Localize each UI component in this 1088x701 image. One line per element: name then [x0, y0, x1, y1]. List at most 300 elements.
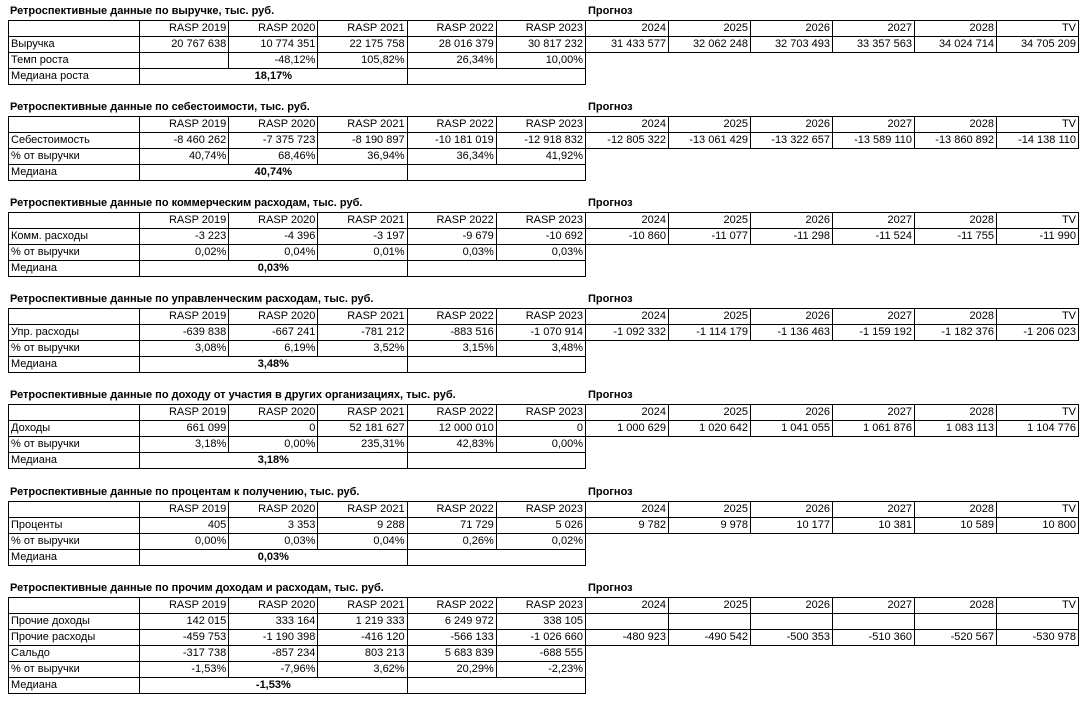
forecast-value-cell[interactable]: 10 589 — [915, 518, 997, 534]
value-cell[interactable]: 0,00% — [496, 437, 585, 453]
value-cell[interactable]: 0,04% — [229, 245, 318, 261]
row-label-cell[interactable]: % от выручки — [9, 245, 140, 261]
value-cell[interactable]: 0,03% — [229, 534, 318, 550]
historical-table — [8, 116, 586, 181]
header-cell-empty[interactable] — [9, 502, 140, 518]
row-label-cell[interactable]: Проценты — [9, 518, 140, 534]
header-cell[interactable]: RASP 2023 — [496, 309, 585, 325]
forecast-header-cell[interactable]: 2024 — [586, 405, 669, 421]
forecast-value-cell[interactable]: 34 024 714 — [915, 37, 997, 53]
forecast-row — [586, 325, 1079, 341]
forecast-header-cell[interactable]: 2028 — [915, 598, 997, 614]
forecast-header-cell[interactable]: TV — [997, 213, 1079, 229]
median-value-cell[interactable]: 3,48% — [140, 357, 408, 373]
value-cell[interactable]: 3,15% — [407, 341, 496, 357]
table-row — [9, 229, 586, 245]
value-cell[interactable]: -12 918 832 — [496, 133, 585, 149]
row-label-cell[interactable]: Доходы — [9, 421, 140, 437]
value-cell[interactable]: 30 817 232 — [496, 37, 585, 53]
forecast-value-cell[interactable]: -490 542 — [669, 630, 751, 646]
median-row — [9, 261, 586, 277]
value-cell[interactable]: 0,00% — [229, 437, 318, 453]
value-cell[interactable]: 0,03% — [496, 245, 585, 261]
forecast-header-cell[interactable]: 2028 — [915, 502, 997, 518]
forecast-value-cell[interactable]: 9 782 — [586, 518, 669, 534]
forecast-value-cell[interactable]: -13 860 892 — [915, 133, 997, 149]
forecast-header-cell[interactable]: 2024 — [586, 598, 669, 614]
header-cell[interactable]: RASP 2022 — [407, 213, 496, 229]
value-cell[interactable]: 40,74% — [140, 149, 229, 165]
median-label-cell[interactable]: Медиана роста — [9, 69, 140, 85]
forecast-table — [585, 308, 1079, 341]
header-cell[interactable]: RASP 2022 — [407, 117, 496, 133]
forecast-header-cell[interactable]: 2026 — [751, 309, 833, 325]
header-cell[interactable]: RASP 2022 — [407, 502, 496, 518]
forecast-value-cell[interactable]: -1 159 192 — [833, 325, 915, 341]
header-cell[interactable]: RASP 2021 — [318, 213, 407, 229]
forecast-value-cell[interactable]: -11 755 — [915, 229, 997, 245]
forecast-header-cell[interactable]: 2027 — [833, 117, 915, 133]
value-cell[interactable]: 36,34% — [407, 149, 496, 165]
empty-cell[interactable] — [407, 357, 585, 373]
row-label-cell[interactable]: Темп роста — [9, 53, 140, 69]
forecast-row — [586, 518, 1079, 534]
value-cell[interactable]: -8 190 897 — [318, 133, 407, 149]
forecast-header-cell[interactable]: 2024 — [586, 502, 669, 518]
header-cell-empty[interactable] — [9, 405, 140, 421]
value-cell[interactable]: 5 683 839 — [407, 646, 496, 662]
header-cell[interactable]: RASP 2023 — [496, 213, 585, 229]
forecast-value-cell[interactable]: 33 357 563 — [833, 37, 915, 53]
header-cell[interactable]: RASP 2019 — [140, 213, 229, 229]
median-row — [9, 69, 586, 85]
table-row — [9, 325, 586, 341]
value-cell[interactable]: 41,92% — [496, 149, 585, 165]
empty-cell[interactable] — [407, 261, 585, 277]
value-cell[interactable]: 10 774 351 — [229, 37, 318, 53]
forecast-header-cell[interactable]: TV — [997, 405, 1079, 421]
forecast-title: Прогноз — [588, 582, 633, 594]
header-cell[interactable]: RASP 2021 — [318, 598, 407, 614]
table-row — [9, 534, 586, 550]
forecast-value-cell[interactable]: 31 433 577 — [586, 37, 669, 53]
header-cell[interactable]: RASP 2019 — [140, 309, 229, 325]
section-title: Ретроспективные данные по управленческим расходам, тыс. руб. — [10, 293, 374, 305]
forecast-value-cell[interactable] — [997, 614, 1079, 630]
forecast-header-cell[interactable]: 2027 — [833, 21, 915, 37]
forecast-value-cell[interactable]: 1 083 113 — [915, 421, 997, 437]
value-cell[interactable]: -10 181 019 — [407, 133, 496, 149]
value-cell[interactable]: -1 026 660 — [496, 630, 585, 646]
value-cell[interactable]: 142 015 — [140, 614, 229, 630]
forecast-value-cell[interactable]: 1 020 642 — [669, 421, 751, 437]
value-cell[interactable]: 405 — [140, 518, 229, 534]
table-row — [9, 518, 586, 534]
table-row — [9, 341, 586, 357]
row-label-cell[interactable]: % от выручки — [9, 437, 140, 453]
historical-table — [8, 597, 586, 694]
header-cell[interactable]: RASP 2021 — [318, 309, 407, 325]
value-cell[interactable]: 6,19% — [229, 341, 318, 357]
table-row — [9, 53, 586, 69]
median-row — [9, 165, 586, 181]
header-cell-empty[interactable] — [9, 213, 140, 229]
value-cell[interactable]: 3,52% — [318, 341, 407, 357]
forecast-value-cell[interactable]: -14 138 110 — [997, 133, 1079, 149]
value-cell[interactable]: 42,83% — [407, 437, 496, 453]
value-cell[interactable]: 5 026 — [496, 518, 585, 534]
forecast-header-cell[interactable]: TV — [997, 502, 1079, 518]
forecast-value-cell[interactable]: 10 800 — [997, 518, 1079, 534]
header-cell[interactable]: RASP 2020 — [229, 213, 318, 229]
value-cell[interactable]: 338 105 — [496, 614, 585, 630]
table-row — [9, 149, 586, 165]
forecast-title: Прогноз — [588, 197, 633, 209]
historical-table — [8, 20, 586, 85]
forecast-value-cell[interactable]: -1 092 332 — [586, 325, 669, 341]
value-cell[interactable]: 3 353 — [229, 518, 318, 534]
forecast-header-cell[interactable]: 2028 — [915, 213, 997, 229]
forecast-value-cell[interactable]: 1 104 776 — [997, 421, 1079, 437]
section-title: Ретроспективные данные по коммерческим расходам, тыс. руб. — [10, 197, 363, 209]
empty-cell[interactable] — [407, 69, 585, 85]
value-cell[interactable] — [140, 53, 229, 69]
header-cell[interactable]: RASP 2022 — [407, 309, 496, 325]
forecast-header-cell[interactable]: 2026 — [751, 213, 833, 229]
value-cell[interactable]: 3,18% — [140, 437, 229, 453]
section-title: Ретроспективные данные по процентам к получению, тыс. руб. — [10, 486, 360, 498]
value-cell[interactable]: -781 212 — [318, 325, 407, 341]
forecast-value-cell[interactable]: -10 860 — [586, 229, 669, 245]
table-row — [9, 437, 586, 453]
forecast-value-cell[interactable] — [669, 614, 751, 630]
row-label-cell[interactable]: Упр. расходы — [9, 325, 140, 341]
forecast-value-cell[interactable]: -11 524 — [833, 229, 915, 245]
row-label-cell[interactable]: % от выручки — [9, 149, 140, 165]
value-cell[interactable]: 22 175 758 — [318, 37, 407, 53]
value-cell[interactable]: 235,31% — [318, 437, 407, 453]
forecast-value-cell[interactable] — [915, 614, 997, 630]
header-cell[interactable]: RASP 2020 — [229, 598, 318, 614]
forecast-header-cell[interactable]: 2028 — [915, 21, 997, 37]
forecast-value-cell[interactable]: -13 322 657 — [751, 133, 833, 149]
section-title: Ретроспективные данные по себестоимости, тыс. руб. — [10, 101, 310, 113]
forecast-title: Прогноз — [588, 101, 633, 113]
forecast-value-cell[interactable] — [751, 614, 833, 630]
forecast-header-cell[interactable]: 2028 — [915, 117, 997, 133]
value-cell[interactable]: 1 219 333 — [318, 614, 407, 630]
forecast-header-cell[interactable]: 2026 — [751, 502, 833, 518]
header-cell[interactable]: RASP 2023 — [496, 598, 585, 614]
forecast-row — [586, 630, 1079, 646]
forecast-header-cell[interactable]: 2026 — [751, 21, 833, 37]
header-cell[interactable]: RASP 2019 — [140, 598, 229, 614]
header-cell[interactable]: RASP 2019 — [140, 502, 229, 518]
forecast-table — [585, 597, 1079, 646]
median-value-cell[interactable]: -1,53% — [140, 678, 408, 694]
value-cell[interactable]: -317 738 — [140, 646, 229, 662]
forecast-value-cell[interactable]: 1 061 876 — [833, 421, 915, 437]
value-cell[interactable]: 0 — [496, 421, 585, 437]
value-cell[interactable]: 803 213 — [318, 646, 407, 662]
value-cell[interactable]: -7 375 723 — [229, 133, 318, 149]
value-cell[interactable]: -639 838 — [140, 325, 229, 341]
row-label-cell[interactable]: Прочие расходы — [9, 630, 140, 646]
row-label-cell[interactable]: Себестоимость — [9, 133, 140, 149]
forecast-header-cell[interactable]: 2028 — [915, 309, 997, 325]
forecast-header-cell[interactable]: 2027 — [833, 502, 915, 518]
value-cell[interactable]: -883 516 — [407, 325, 496, 341]
forecast-header-cell[interactable]: 2024 — [586, 21, 669, 37]
forecast-header-cell[interactable]: 2027 — [833, 405, 915, 421]
header-cell[interactable]: RASP 2021 — [318, 21, 407, 37]
value-cell[interactable]: 3,62% — [318, 662, 407, 678]
empty-cell[interactable] — [407, 678, 585, 694]
row-label-cell[interactable]: % от выручки — [9, 662, 140, 678]
value-cell[interactable]: -1 070 914 — [496, 325, 585, 341]
forecast-value-cell[interactable]: -1 206 023 — [997, 325, 1079, 341]
forecast-table — [585, 404, 1079, 437]
header-cell[interactable]: RASP 2022 — [407, 21, 496, 37]
row-label-cell[interactable]: Комм. расходы — [9, 229, 140, 245]
table-row — [9, 646, 586, 662]
median-label-cell[interactable]: Медиана — [9, 550, 140, 566]
forecast-header-cell[interactable]: 2025 — [669, 21, 751, 37]
median-label-cell[interactable]: Медиана — [9, 678, 140, 694]
value-cell[interactable]: -7,96% — [229, 662, 318, 678]
header-cell[interactable]: RASP 2023 — [496, 21, 585, 37]
value-cell[interactable]: 20,29% — [407, 662, 496, 678]
value-cell[interactable]: 9 288 — [318, 518, 407, 534]
row-label-cell[interactable]: Выручка — [9, 37, 140, 53]
forecast-table — [585, 501, 1079, 534]
forecast-table — [585, 116, 1079, 149]
header-cell[interactable]: RASP 2019 — [140, 21, 229, 37]
header-cell[interactable]: RASP 2020 — [229, 309, 318, 325]
forecast-header-cell[interactable]: 2025 — [669, 309, 751, 325]
row-label-cell[interactable]: Прочие доходы — [9, 614, 140, 630]
value-cell[interactable]: -566 133 — [407, 630, 496, 646]
table-row — [9, 421, 586, 437]
forecast-value-cell[interactable]: -12 805 322 — [586, 133, 669, 149]
value-cell[interactable]: 661 099 — [140, 421, 229, 437]
forecast-value-cell[interactable]: -1 136 463 — [751, 325, 833, 341]
forecast-value-cell[interactable]: 10 177 — [751, 518, 833, 534]
forecast-value-cell[interactable]: -1 182 376 — [915, 325, 997, 341]
forecast-header-cell[interactable]: 2026 — [751, 598, 833, 614]
value-cell[interactable]: 20 767 638 — [140, 37, 229, 53]
forecast-header-cell[interactable]: 2025 — [669, 213, 751, 229]
value-cell[interactable]: 10,00% — [496, 53, 585, 69]
forecast-header-cell[interactable]: 2028 — [915, 405, 997, 421]
median-row — [9, 357, 586, 373]
header-cell[interactable]: RASP 2020 — [229, 405, 318, 421]
forecast-value-cell[interactable] — [586, 614, 669, 630]
forecast-value-cell[interactable]: 10 381 — [833, 518, 915, 534]
historical-table — [8, 308, 586, 373]
value-cell[interactable]: 3,48% — [496, 341, 585, 357]
section-title: Ретроспективные данные по выручке, тыс. руб. — [10, 5, 275, 17]
value-cell[interactable]: -459 753 — [140, 630, 229, 646]
value-cell[interactable]: 68,46% — [229, 149, 318, 165]
value-cell[interactable]: -857 234 — [229, 646, 318, 662]
forecast-value-cell[interactable] — [833, 614, 915, 630]
forecast-value-cell[interactable]: -1 114 179 — [669, 325, 751, 341]
table-row — [9, 630, 586, 646]
header-cell[interactable]: RASP 2022 — [407, 405, 496, 421]
header-cell-empty[interactable] — [9, 117, 140, 133]
forecast-value-cell[interactable]: -520 567 — [915, 630, 997, 646]
forecast-header-cell[interactable]: 2024 — [586, 309, 669, 325]
forecast-value-cell[interactable]: -13 061 429 — [669, 133, 751, 149]
empty-cell[interactable] — [407, 165, 585, 181]
header-cell[interactable]: RASP 2019 — [140, 405, 229, 421]
historical-table — [8, 404, 586, 469]
forecast-header-cell[interactable]: TV — [997, 598, 1079, 614]
value-cell[interactable]: -1,53% — [140, 662, 229, 678]
value-cell[interactable]: 6 249 972 — [407, 614, 496, 630]
forecast-header-cell[interactable]: TV — [997, 21, 1079, 37]
value-cell[interactable]: -1 190 398 — [229, 630, 318, 646]
empty-cell[interactable] — [407, 453, 585, 469]
historical-table — [8, 501, 586, 566]
forecast-header-cell[interactable]: 2025 — [669, 598, 751, 614]
value-cell[interactable]: 3,08% — [140, 341, 229, 357]
value-cell[interactable]: 0,02% — [496, 534, 585, 550]
header-cell[interactable]: RASP 2021 — [318, 117, 407, 133]
median-label-cell[interactable]: Медиана — [9, 261, 140, 277]
median-label-cell[interactable]: Медиана — [9, 357, 140, 373]
value-cell[interactable]: 0,03% — [407, 245, 496, 261]
value-cell[interactable]: 52 181 627 — [318, 421, 407, 437]
forecast-value-cell[interactable]: -480 923 — [586, 630, 669, 646]
value-cell[interactable]: -9 679 — [407, 229, 496, 245]
header-cell[interactable]: RASP 2023 — [496, 117, 585, 133]
forecast-title: Прогноз — [588, 389, 633, 401]
forecast-title: Прогноз — [588, 5, 633, 17]
forecast-row — [586, 229, 1079, 245]
median-value-cell[interactable]: 0,03% — [140, 550, 408, 566]
forecast-value-cell[interactable]: -11 990 — [997, 229, 1079, 245]
header-cell[interactable]: RASP 2020 — [229, 117, 318, 133]
empty-cell[interactable] — [407, 550, 585, 566]
header-cell[interactable]: RASP 2021 — [318, 502, 407, 518]
table-row — [9, 662, 586, 678]
header-cell[interactable]: RASP 2022 — [407, 598, 496, 614]
forecast-value-cell[interactable]: -500 353 — [751, 630, 833, 646]
forecast-title: Прогноз — [588, 293, 633, 305]
value-cell[interactable]: 0,02% — [140, 245, 229, 261]
median-value-cell[interactable]: 3,18% — [140, 453, 408, 469]
forecast-value-cell[interactable]: -11 077 — [669, 229, 751, 245]
value-cell[interactable]: -10 692 — [496, 229, 585, 245]
value-cell[interactable]: 36,94% — [318, 149, 407, 165]
value-cell[interactable]: 0,00% — [140, 534, 229, 550]
forecast-value-cell[interactable]: -510 360 — [833, 630, 915, 646]
row-label-cell[interactable]: Сальдо — [9, 646, 140, 662]
median-label-cell[interactable]: Медиана — [9, 453, 140, 469]
median-value-cell[interactable]: 40,74% — [140, 165, 408, 181]
forecast-header-cell[interactable]: 2025 — [669, 117, 751, 133]
header-cell-empty[interactable] — [9, 21, 140, 37]
header-cell-empty[interactable] — [9, 598, 140, 614]
header-cell[interactable]: RASP 2019 — [140, 117, 229, 133]
median-label-cell[interactable]: Медиана — [9, 165, 140, 181]
forecast-row — [586, 614, 1079, 630]
forecast-value-cell[interactable]: 32 703 493 — [751, 37, 833, 53]
value-cell[interactable]: -3 223 — [140, 229, 229, 245]
header-cell[interactable]: RASP 2023 — [496, 502, 585, 518]
value-cell[interactable]: -8 460 262 — [140, 133, 229, 149]
table-row — [9, 37, 586, 53]
forecast-value-cell[interactable]: -13 589 110 — [833, 133, 915, 149]
row-label-cell[interactable]: % от выручки — [9, 341, 140, 357]
header-cell[interactable]: RASP 2023 — [496, 405, 585, 421]
value-cell[interactable]: 0,01% — [318, 245, 407, 261]
forecast-value-cell[interactable]: 34 705 209 — [997, 37, 1079, 53]
value-cell[interactable]: -3 197 — [318, 229, 407, 245]
forecast-header-cell[interactable]: 2026 — [751, 405, 833, 421]
value-cell[interactable]: 0,04% — [318, 534, 407, 550]
value-cell[interactable]: 0 — [229, 421, 318, 437]
forecast-header-cell[interactable]: 2025 — [669, 502, 751, 518]
value-cell[interactable]: 0,26% — [407, 534, 496, 550]
header-cell[interactable]: RASP 2021 — [318, 405, 407, 421]
value-cell[interactable]: -667 241 — [229, 325, 318, 341]
header-cell[interactable]: RASP 2020 — [229, 502, 318, 518]
forecast-header-cell[interactable]: TV — [997, 117, 1079, 133]
forecast-value-cell[interactable]: -530 978 — [997, 630, 1079, 646]
forecast-table — [585, 212, 1079, 245]
value-cell[interactable]: 333 164 — [229, 614, 318, 630]
median-row — [9, 550, 586, 566]
value-cell[interactable]: -416 120 — [318, 630, 407, 646]
table-row — [9, 133, 586, 149]
forecast-header-cell[interactable]: 2027 — [833, 213, 915, 229]
forecast-title: Прогноз — [588, 486, 633, 498]
forecast-header-cell[interactable]: 2027 — [833, 309, 915, 325]
header-cell[interactable]: RASP 2020 — [229, 21, 318, 37]
forecast-value-cell[interactable]: 1 041 055 — [751, 421, 833, 437]
forecast-row — [586, 37, 1079, 53]
forecast-header-cell[interactable]: 2026 — [751, 117, 833, 133]
median-value-cell[interactable]: 18,17% — [140, 69, 408, 85]
value-cell[interactable]: 26,34% — [407, 53, 496, 69]
forecast-header-cell[interactable]: 2024 — [586, 117, 669, 133]
forecast-value-cell[interactable]: -11 298 — [751, 229, 833, 245]
forecast-header-cell[interactable]: 2025 — [669, 405, 751, 421]
forecast-value-cell[interactable]: 1 000 629 — [586, 421, 669, 437]
forecast-value-cell[interactable]: 32 062 248 — [669, 37, 751, 53]
header-cell-empty[interactable] — [9, 309, 140, 325]
forecast-header-cell[interactable]: 2024 — [586, 213, 669, 229]
table-row — [9, 245, 586, 261]
value-cell[interactable]: 28 016 379 — [407, 37, 496, 53]
median-value-cell[interactable]: 0,03% — [140, 261, 408, 277]
value-cell[interactable]: 71 729 — [407, 518, 496, 534]
value-cell[interactable]: -4 396 — [229, 229, 318, 245]
forecast-header-cell[interactable]: 2027 — [833, 598, 915, 614]
forecast-header-cell[interactable]: TV — [997, 309, 1079, 325]
value-cell[interactable]: -2,23% — [496, 662, 585, 678]
value-cell[interactable]: -48,12% — [229, 53, 318, 69]
forecast-value-cell[interactable]: 9 978 — [669, 518, 751, 534]
row-label-cell[interactable]: % от выручки — [9, 534, 140, 550]
value-cell[interactable]: -688 555 — [496, 646, 585, 662]
value-cell[interactable]: 105,82% — [318, 53, 407, 69]
value-cell[interactable]: 12 000 010 — [407, 421, 496, 437]
table-row — [9, 614, 586, 630]
